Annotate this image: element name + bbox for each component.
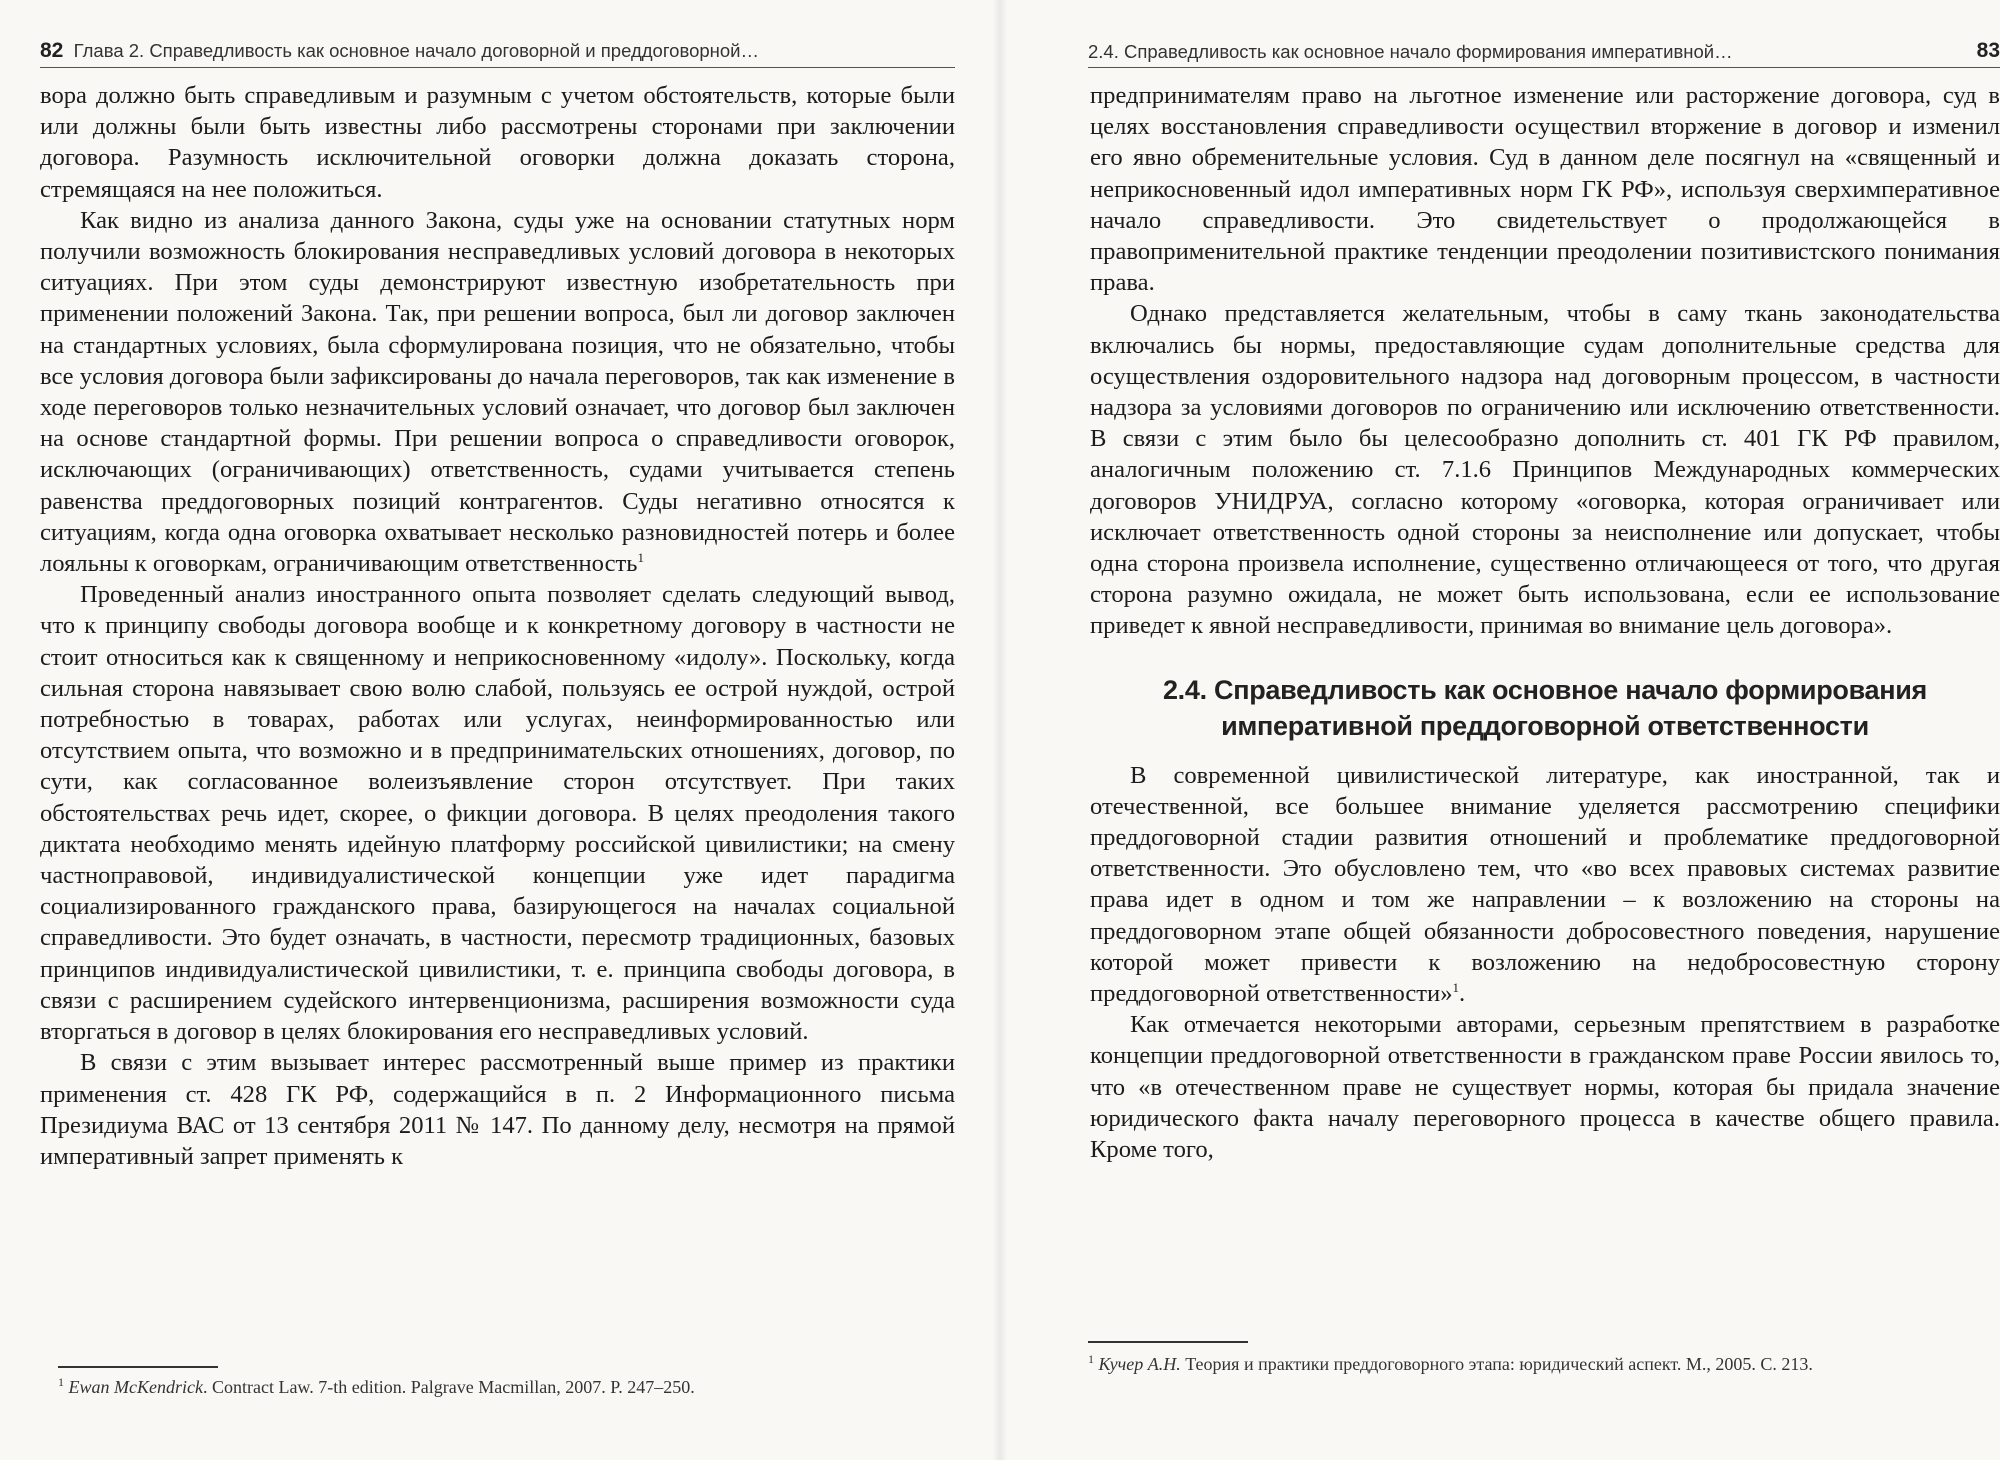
left-footnote — [58, 1375, 958, 1400]
left-footnote-ref: 1 — [637, 549, 644, 565]
right-footnote-author: Кучер А.Н. — [1098, 1354, 1181, 1374]
section-heading-line-2: императивной преддоговорной ответственности — [1221, 710, 1869, 741]
right-footnote-mark: 1 — [1088, 1352, 1094, 1366]
section-heading-line-1: 2.4. Справедливость как основное начало формирования — [1162, 674, 1928, 705]
left-running-head-text: Глава 2. Справедливость как основное начало договорной и преддоговорной… — [73, 40, 759, 61]
right-paragraph-4: Как отмечается некоторыми авторами, серьезным препятствием в разработке концепции преддоговорной ответственности в гражданском праве России явилось то, что «в отечественном праве не существует нормы, которая бы придала значение юридического факта началу переговорного процесса в качестве общего правила. Кроме того, — [1090, 1011, 2000, 1164]
left-page-number: 82 — [40, 39, 64, 62]
left-footnote-rule — [58, 1366, 218, 1368]
right-paragraph-1: предпринимателям право на льготное изменение или расторжение договора, суд в целях восстановления справедливости осуществил вторжение в договор и изменил его явно обременительные условия. Суд в данном деле посягнул на «священный и неприкосновенный идол императивных норм ГК РФ», используя сверхимперативное начало справедливости. Это свидетельствует о продолжающейся в правоприменительной практике тенденции преодолении позитивистского понимания права. — [1090, 82, 2000, 297]
right-paragraph-2: Однако представляется желательным, чтобы в саму ткань законодательства включались бы нормы, предоставляющие судам дополнительные средства для осуществления оздоровительного надзора над договорным процессом, в частности надзора за условиями договоров по ограничению или исключению ответственности. В связи с этим было бы целесообразно дополнить ст. 401 ГК РФ правилом, аналогичным положению ст. 7.1.6 Принципов Международных коммерческих договоров УНИДРУА, согласно которому «оговорка, которая ограничивает или исключает ответственность одной стороны за неисполнение или допускает, чтобы одна сторона произвела исполнение, существенно отличающееся от того, что другая сторона разумно ожидала, не может быть использована, если ее использование приведет к явной несправедливости, принимая во внимание цель договора». — [1090, 300, 2000, 640]
right-running-head — [1088, 38, 2000, 68]
right-footnote-rule — [1088, 1341, 1248, 1343]
right-paragraph-3: В современной цивилистической литературе, как иностранной, так и отечественной, все большее внимание уделяется рассмотрению специфики преддоговорной стадии развития отношений и проблематике преддоговорной ответственности. Это обусловлено тем, что «во всех правовых системах развитие права идет в одном и том же направлении – к возложению на стороны на преддоговорном этапе общей обязанности добросовестного поведения, нарушение которой может привести к возложению на недобросовестную сторону преддоговорной ответственности»$^1$. — [1090, 761, 2000, 1008]
right-footnote — [1088, 1352, 1998, 1377]
left-footnote-text: . Contract Law. 7-th edition. Palgrave Macmillan, 2007. P. 247–250. — [202, 1377, 695, 1397]
left-footnote-author: Ewan McKendrick — [68, 1377, 203, 1397]
left-footnote-mark: 1 — [58, 1375, 64, 1389]
right-page-number: 83 — [1976, 39, 2000, 62]
left-paragraph-2-text: Как видно из анализа данного Закона, суды уже на основании статутных норм получили возможность блокирования несправедливых условий договора в некоторых ситуациях. При этом суды демонстрируют известную изобретательность при применении положений Закона. Так, при решении вопроса, был ли договор заключен на стандартных условиях, была сформулирована позиция, что не обязательно, чтобы все условия договора были зафиксированы до начала переговоров, так как изменение в ходе переговоров только незначительных условий означает, что договор был заключен на основе стандартной формы. При решении вопроса о справедливости оговорок, исключающих (ограничивающих) ответственность, судами учитывается степень равенства преддоговорных позиций контрагентов. Суды негативно относятся к ситуациям, когда одна оговорка охватывает несколько разновидностей потерь и более лояльны к оговоркам, ограничивающим ответственность — [40, 206, 955, 578]
right-footnote-ref: 1 — [1452, 979, 1460, 995]
right-running-head-text: 2.4. Справедливость как основное начало формирования императивной… — [1088, 41, 1733, 62]
right-body — [1090, 80, 2000, 1165]
right-footnote-text: Теория и практики преддоговорного этапа: юридический аспект. М., 2005. С. 213. — [1180, 1354, 1813, 1374]
right-page — [1000, 0, 2000, 1460]
left-paragraph-4: В связи с этим вызывает интерес рассмотренный выше пример из практики применения ст. 428 ГК РФ, содержащийся в п. 2 Информационного письма Президиума ВАС от 13 сентября 2011 № 147. По данному делу, несмотря на прямой императивный запрет применять к — [40, 1049, 955, 1170]
left-paragraph-1: вора должно быть справедливым и разумным с учетом обстоятельств, которые были или должны были быть известны либо рассмотрены сторонами при заключении договора. Разумность исключительной оговорки должна доказать сторона, стремящаяся на нее положиться. — [40, 82, 955, 203]
left-head-line — [40, 39, 759, 63]
left-paragraph-2 — [40, 205, 955, 579]
left-paragraph-3: Проведенный анализ иностранного опыта позволяет сделать следующий вывод, что к принципу свободы договора вообще и к конкретному договору в частности не стоит относиться как к священному и неприкосновенному «идолу». Поскольку, когда сильная сторона навязывает свою волю слабой, пользуясь ее острой нуждой, острой потребностью в товарах, работах или услугах, неинформированностью или отсутствием опыта, что возможно и в предпринимательских отношениях, договор, по сути, как согласованное волеизъявление сторон отсутствует. При таких обстоятельствах речь идет, скорее, о фикции договора. В целях преодоления такого диктата необходимо менять идейную платформу российской цивилистики; на смену частноправовой, индивидуалистической концепции уже идет парадигма социализированного гражданского права, базирующегося на началах социальной справедливости. Это будет означать, в частности, пересмотр традиционных, базовых принципов индивидуалистической цивилистики, т. е. принципа свободы договора, в связи с расширением судейского интервенционизма, расширения возможности суда вторгаться в договор в целях блокирования его несправедливых условий. — [40, 581, 955, 1046]
section-heading — [1090, 672, 2000, 744]
right-paragraph-3-text: В современной цивилистической литературе, как иностранной, так и отечественной, все большее внимание уделяется рассмотрению специфики преддоговорной стадии развития отношений и проблематике преддоговорной ответственности. Это обусловлено тем, что «во всех правовых системах развитие права идет в одном и том же направлении – к возложению на стороны на преддоговорном этапе общей обязанности добросовестного поведения, нарушение которой может привести к возложению на недобросовестную сторону преддоговорной ответственности» — [1090, 761, 2000, 1008]
left-running-head — [40, 38, 955, 68]
left-body — [40, 80, 955, 1172]
